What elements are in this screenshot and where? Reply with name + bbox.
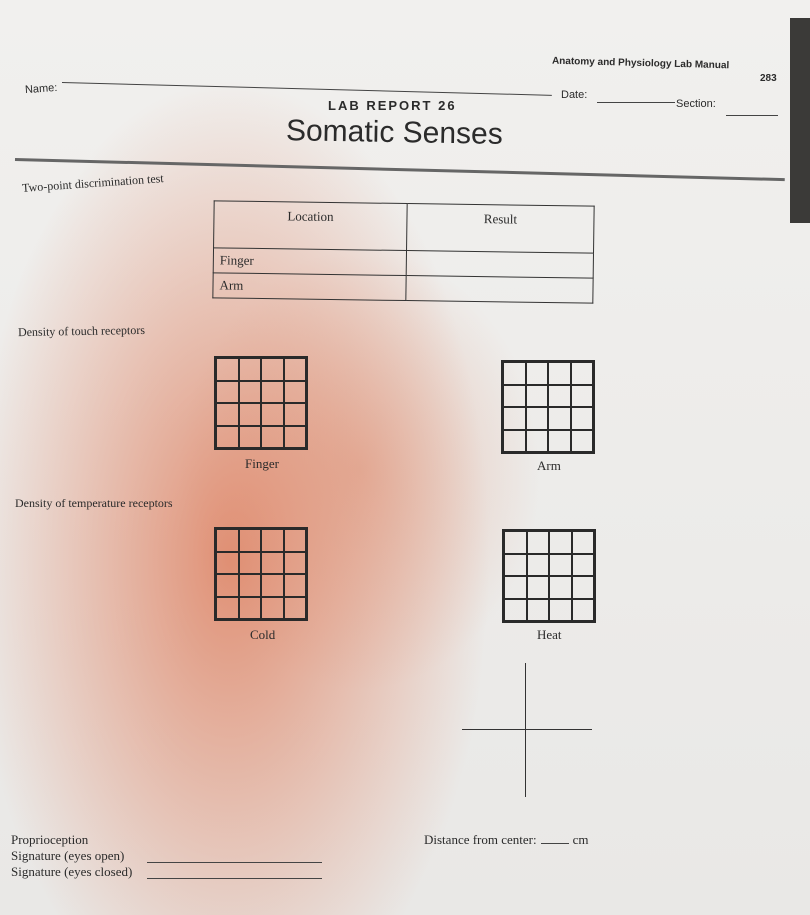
proprioception-label: Proprioception: [11, 832, 89, 847]
touch-density-label: Density of touch receptors: [17, 322, 146, 340]
name-label: Name:: [24, 81, 58, 97]
location-cell: Arm: [213, 273, 406, 301]
two-point-table: [212, 200, 594, 303]
page-title: Somatic Senses: [285, 114, 504, 151]
manual-title: Anatomy and Physiology Lab Manual: [551, 55, 730, 72]
section-label: Section:: [676, 98, 716, 110]
two-point-label: Two-point discrimination test: [21, 171, 165, 195]
temperature-density-label: Density of temperature receptors: [15, 496, 173, 510]
proprioception-crosshair-vertical: [525, 663, 526, 797]
result-cell[interactable]: [406, 276, 593, 304]
touch-finger-caption: Finger: [245, 456, 279, 471]
signature-open-label: Signature (eyes open): [11, 848, 125, 863]
binding-edge: [790, 18, 810, 223]
proprioception-crosshair-horizontal: [462, 729, 592, 730]
temp-cold-grid[interactable]: [214, 527, 308, 621]
temp-cold-caption: Cold: [250, 627, 276, 642]
result-cell[interactable]: [406, 251, 593, 279]
signature-open-line[interactable]: [147, 862, 322, 863]
distance-unit: cm: [572, 832, 589, 847]
name-field-line[interactable]: [62, 82, 552, 96]
signature-closed-line[interactable]: [147, 878, 322, 879]
location-cell: Finger: [213, 248, 406, 276]
signature-closed-label: Signature (eyes closed): [11, 864, 133, 879]
distance-field-line[interactable]: [541, 833, 569, 844]
lab-report-number: LAB REPORT 26: [328, 98, 457, 113]
touch-finger-grid[interactable]: [214, 356, 308, 450]
temp-heat-grid[interactable]: [502, 529, 596, 623]
touch-arm-caption: Arm: [537, 458, 561, 473]
table-row: [213, 273, 593, 303]
result-header: Result: [407, 204, 595, 254]
location-header: Location: [214, 201, 408, 251]
touch-arm-grid[interactable]: [501, 360, 595, 454]
distance-label: Distance from center:: [424, 832, 537, 847]
date-label: Date:: [561, 89, 588, 101]
section-field-line[interactable]: [726, 115, 778, 116]
page-number: 283: [760, 73, 777, 84]
table-header-row: [214, 201, 595, 253]
distance-row: [424, 832, 589, 848]
temp-heat-caption: Heat: [537, 627, 562, 642]
date-field-line[interactable]: [597, 102, 675, 103]
proprioception-block: [11, 832, 132, 880]
